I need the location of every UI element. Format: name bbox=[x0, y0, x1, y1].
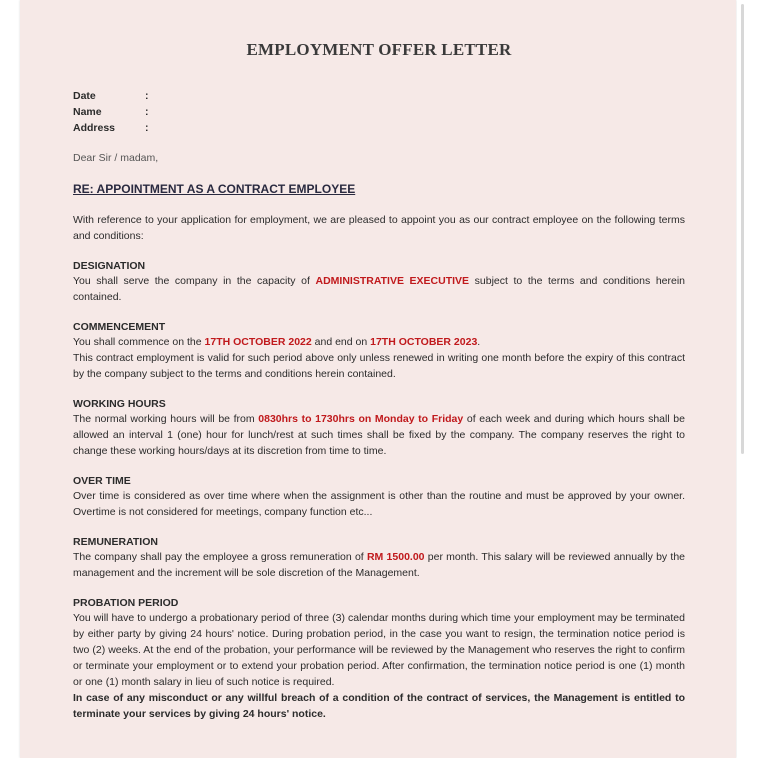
meta-row-date bbox=[73, 88, 685, 104]
working-hours-range: 0830hrs to 1730hrs on Monday to Friday bbox=[258, 413, 464, 425]
overtime-text: Over time is considered as over time where when the assignment is other than the routine and must be approved by your owner. Overtime is not considered for meetings, company function etc... bbox=[73, 490, 685, 518]
designation-post: subject to the terms and conditions herein contained. bbox=[73, 275, 686, 303]
letter-content bbox=[73, 40, 685, 722]
salutation: Dear Sir / madam, bbox=[73, 152, 159, 164]
document-page bbox=[20, 0, 736, 758]
remuneration-pre: The company shall pay the employee a gross remuneration of bbox=[73, 551, 367, 563]
date-label: Date bbox=[73, 90, 96, 102]
remuneration-post: per month. This salary will be reviewed annually by the management and the increment will be sole discretion of the Management. bbox=[73, 551, 686, 579]
subject-line: RE: APPOINTMENT AS A CONTRACT EMPLOYEE bbox=[73, 182, 356, 196]
meta-row-address bbox=[73, 120, 685, 136]
remuneration-text bbox=[73, 549, 685, 581]
section-designation bbox=[73, 260, 685, 305]
section-commencement bbox=[73, 321, 685, 382]
name-separator: : bbox=[145, 106, 149, 118]
probation-heading: PROBATION PERIOD bbox=[73, 597, 179, 609]
designation-text bbox=[73, 273, 685, 305]
commencement-end: 17TH OCTOBER 2023 bbox=[370, 336, 478, 348]
designation-position: ADMINISTRATIVE EXECUTIVE bbox=[315, 275, 470, 287]
designation-pre: You shall serve the company in the capacity of bbox=[73, 275, 316, 287]
section-overtime bbox=[73, 475, 685, 520]
commencement-validity: This contract employment is valid for such period above only unless renewed in writing one month before the expiry of this contract by the company subject to the terms and conditions herein contained. bbox=[73, 352, 685, 380]
remuneration-amount: RM 1500.00 bbox=[366, 551, 425, 563]
meta-row-name bbox=[73, 104, 685, 120]
probation-text: You will have to undergo a probationary period of three (3) calendar months during which time your employment may be terminated by either party by giving 24 hours' notice. During probation period, in the case you want to resign, the termination notice period is two (2) weeks. At the end of the probation, your performance will be reviewed by the Management who reserves the right to confirm or terminate your employment or to extend your probation period. After confirmation, the termination notice period is one (1) month or one (1) month salary in lieu of such notice is required. bbox=[73, 612, 685, 688]
commencement-post: . bbox=[477, 336, 481, 348]
commencement-start: 17TH OCTOBER 2022 bbox=[204, 336, 312, 348]
working-hours-post: of each week and during which hours shall be allowed an interval 1 (one) hour for lunch/rest at such times shall be fixed by the company. The company reserves the right to change these working hours/days at its discretion from time to time. bbox=[73, 413, 685, 457]
commencement-mid: and end on bbox=[311, 336, 371, 348]
date-separator: : bbox=[145, 90, 149, 102]
working-hours-pre: The normal working hours will be from bbox=[73, 413, 259, 425]
remuneration-heading: REMUNERATION bbox=[73, 536, 158, 548]
commencement-text bbox=[73, 334, 685, 350]
scrollbar-thumb[interactable] bbox=[741, 4, 744, 454]
letter-title: EMPLOYMENT OFFER LETTER bbox=[246, 40, 512, 59]
vertical-scrollbar[interactable] bbox=[737, 0, 758, 758]
name-label: Name bbox=[73, 106, 102, 118]
recipient-details bbox=[73, 88, 685, 136]
commencement-pre: You shall commence on the bbox=[73, 336, 205, 348]
overtime-heading: OVER TIME bbox=[73, 475, 131, 487]
commencement-heading: COMMENCEMENT bbox=[73, 321, 166, 333]
probation-misconduct-clause: In case of any misconduct or any willful breach of a condition of the contract of services, the Management is entitled to terminate your services by giving 24 hours' notice. bbox=[73, 692, 685, 720]
intro-paragraph: With reference to your application for employment, we are pleased to appoint you as our contract employee on the following terms and conditions: bbox=[73, 214, 685, 242]
address-separator: : bbox=[145, 122, 149, 134]
designation-heading: DESIGNATION bbox=[73, 260, 146, 272]
section-working-hours bbox=[73, 398, 685, 459]
section-remuneration bbox=[73, 536, 685, 581]
working-hours-text bbox=[73, 411, 685, 459]
address-label: Address bbox=[73, 122, 116, 134]
working-hours-heading: WORKING HOURS bbox=[73, 398, 166, 410]
section-probation bbox=[73, 597, 685, 722]
